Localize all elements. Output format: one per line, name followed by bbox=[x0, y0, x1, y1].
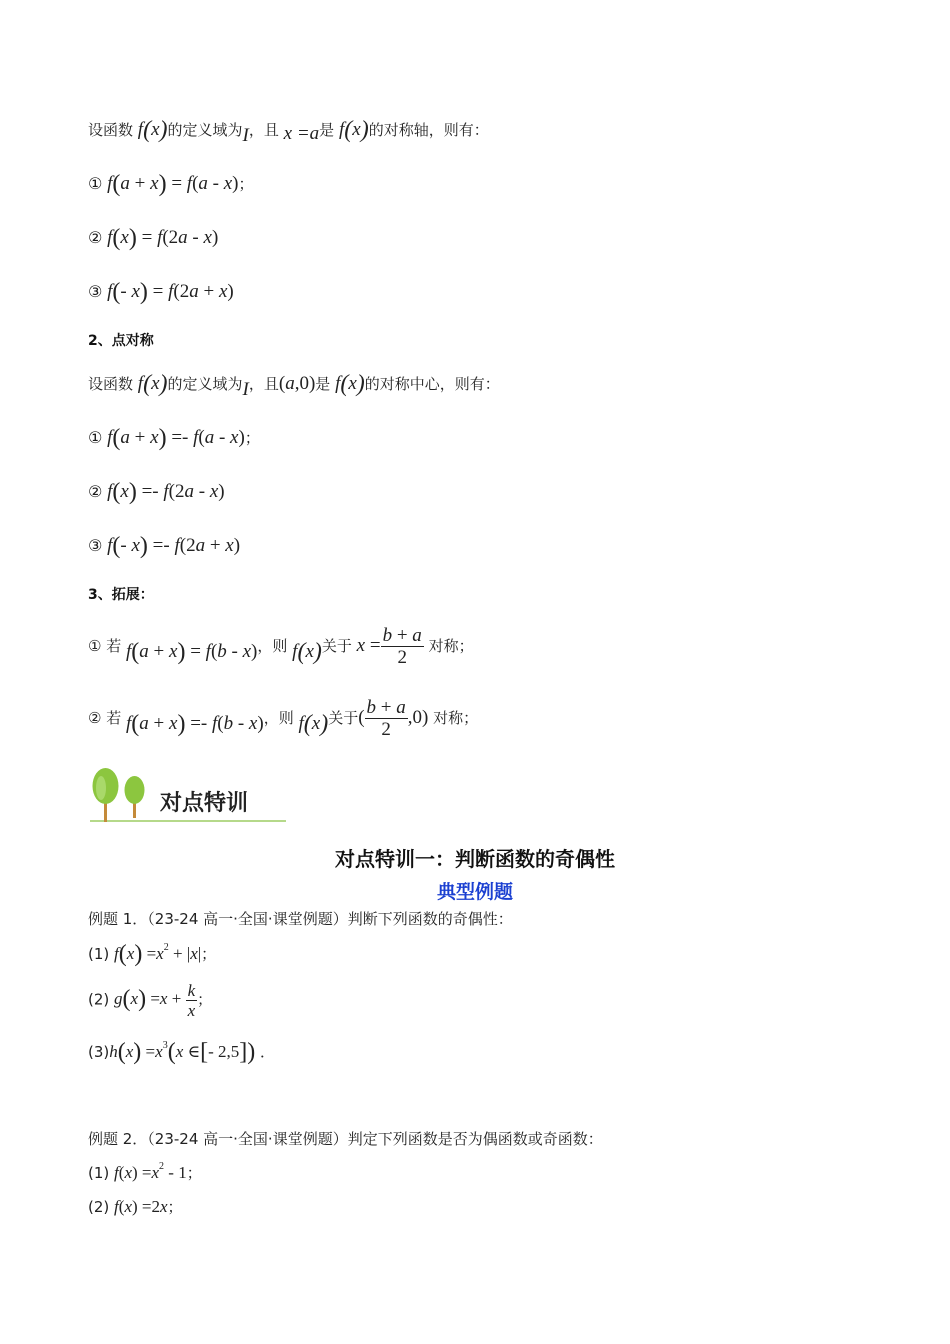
banner-label: 对点特训 bbox=[160, 791, 249, 816]
item-mark: ② bbox=[88, 482, 103, 501]
item-mark: ③ bbox=[88, 282, 103, 301]
formula: f(- x) =- f(2a + x) bbox=[107, 533, 241, 559]
point-intro-t3: 是 bbox=[315, 375, 331, 393]
math-x-eq-frac: x = $\frac{b + a}{2}$ bbox=[356, 625, 422, 668]
math-I: I bbox=[242, 125, 249, 146]
item-mark: ③ bbox=[88, 536, 103, 555]
part-trail: ； bbox=[197, 990, 213, 1009]
extend-2-t1: ，则 bbox=[263, 708, 294, 727]
extend-heading: 3、拓展： bbox=[88, 587, 154, 603]
item-mark: ① bbox=[88, 428, 103, 447]
axis-intro-t4: 的对称轴，则有： bbox=[368, 121, 489, 139]
fraction: $\frac{b + a}{2}$ bbox=[382, 625, 422, 668]
axis-item-2 bbox=[88, 226, 218, 250]
item-trail: ； bbox=[244, 429, 260, 447]
extend-2-t0: ② 若 bbox=[88, 708, 122, 727]
example2-part-1 bbox=[88, 1162, 202, 1181]
example2-intro: 例题 2．（23-24 高一·全国·课堂例题）判定下列函数是否为偶函数或奇函数： bbox=[88, 1130, 603, 1148]
section-title: 对点特训一：判断函数的奇偶性 bbox=[335, 847, 615, 871]
extend-item-2 bbox=[88, 698, 478, 739]
axis-item-3 bbox=[88, 280, 234, 304]
point-item-2 bbox=[88, 480, 225, 504]
point-item-3 bbox=[88, 534, 240, 558]
axis-item-1 bbox=[88, 172, 254, 196]
formula: f(- x) = f(2a + x) bbox=[107, 279, 234, 305]
part-label: (2) bbox=[88, 1198, 110, 1216]
example1-part-1 bbox=[88, 942, 216, 966]
example1-intro: 例题 1．（23-24 高一·全国·课堂例题）判断下列函数的奇偶性： bbox=[88, 910, 513, 928]
math-fx: f(x) bbox=[338, 117, 369, 143]
formula: $f(x) =x^2 + |x|$ bbox=[114, 941, 202, 967]
axis-intro-t3: 是 bbox=[319, 121, 335, 139]
formula: f(x) =- f(2a - x) bbox=[107, 479, 225, 505]
tree-leaf-1-highlight bbox=[96, 776, 106, 800]
extend-1-t3: 对称； bbox=[428, 636, 474, 655]
item-mark: ② bbox=[88, 228, 103, 247]
extend-item-1 bbox=[88, 626, 474, 667]
axis-intro-line bbox=[88, 118, 489, 145]
point-intro-t4: 的对称中心，则有： bbox=[364, 375, 500, 393]
point-item-1 bbox=[88, 426, 260, 450]
formula: $f(x) =x^2 - 1$ bbox=[114, 1161, 187, 1182]
part-label: (3) bbox=[88, 1043, 110, 1061]
math-I: I bbox=[242, 379, 249, 400]
math-fx: f(x) bbox=[298, 710, 329, 737]
math-fx: f(x) bbox=[137, 117, 168, 143]
fraction: $\frac{k}{x}$ bbox=[187, 981, 196, 1020]
extend-1-t1: ，则 bbox=[257, 636, 288, 655]
point-heading: 2、点对称 bbox=[88, 333, 154, 349]
tree-leaf-2 bbox=[125, 776, 145, 804]
part-label: (1) bbox=[88, 945, 110, 963]
banner-underline bbox=[90, 820, 286, 822]
extend-2-t3: 对称； bbox=[433, 708, 479, 727]
example2-part-2 bbox=[88, 1198, 183, 1215]
point-intro-t0: 设函数 bbox=[88, 375, 134, 393]
axis-intro-t1: 的定义域为 bbox=[167, 121, 243, 139]
part-trail: ； bbox=[167, 1198, 183, 1216]
formula: g(x) =x + $\frac{k}{x}$ bbox=[114, 981, 196, 1020]
math-fx: f(x) bbox=[335, 371, 365, 397]
formula: f(x) = f(2a - x) bbox=[107, 225, 219, 251]
math-center-frac: ( $\frac{b + a}{2}$ ,0) bbox=[358, 697, 429, 740]
extend-1-t2: 关于 bbox=[321, 636, 352, 655]
extend-2-t2: 关于 bbox=[328, 708, 359, 727]
example1-part-3 bbox=[88, 1040, 275, 1064]
part-trail: ． bbox=[260, 1043, 276, 1061]
math-fx: f(x) bbox=[292, 638, 322, 665]
part-label: (2) bbox=[88, 990, 110, 1009]
formula: f(a + x) = f(a - x) bbox=[107, 171, 239, 197]
axis-intro-t0: 设函数 bbox=[88, 121, 134, 139]
example1-part-2 bbox=[88, 982, 212, 1019]
part-label: (1) bbox=[88, 1164, 110, 1182]
formula: f(a + x) =- f(a - x) bbox=[107, 425, 245, 451]
section-subtitle: 典型例题 bbox=[436, 881, 513, 903]
formula: $h(x) =x^3(x$ ∈[- 2,5]) bbox=[109, 1039, 256, 1065]
formula: f(a + x) =- f(b - x) bbox=[126, 710, 264, 737]
math-x-eq-a: x =a bbox=[283, 123, 320, 144]
point-intro-t1: 的定义域为 bbox=[167, 375, 243, 393]
point-intro-t2: ，且 bbox=[248, 375, 279, 393]
math-fx: f(x) bbox=[137, 371, 168, 397]
axis-intro-t2: ，且 bbox=[248, 121, 279, 139]
item-trail: ； bbox=[238, 175, 254, 193]
math-point-a0: (a,0) bbox=[278, 373, 316, 394]
formula: f(a + x) = f(b - x) bbox=[126, 638, 258, 665]
part-trail: ； bbox=[201, 945, 217, 963]
point-intro-line bbox=[88, 372, 500, 399]
formula: f(x) =2x bbox=[114, 1197, 168, 1216]
fraction: $\frac{b + a}{2}$ bbox=[366, 697, 406, 740]
section-banner bbox=[90, 766, 290, 826]
extend-1-t0: ① 若 bbox=[88, 636, 122, 655]
part-trail: ； bbox=[186, 1164, 202, 1182]
item-mark: ① bbox=[88, 174, 103, 193]
